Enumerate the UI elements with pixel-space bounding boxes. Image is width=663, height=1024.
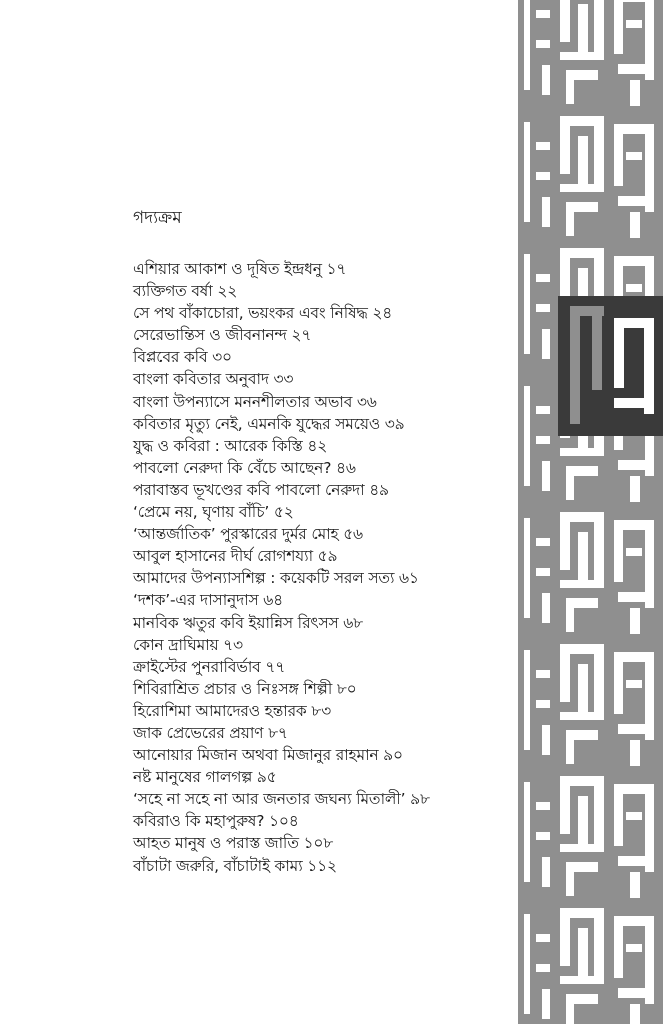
- band-stroke: [618, 988, 654, 998]
- band-stroke: [536, 832, 550, 840]
- band-stroke: [614, 0, 623, 54]
- list-item: ব্যক্তিগত বর্ষা ২২: [133, 282, 238, 301]
- band-stroke: [536, 802, 550, 810]
- band-stroke: [618, 856, 654, 866]
- band-stroke: [618, 592, 654, 602]
- band-stroke: [566, 862, 598, 872]
- band-stroke: [626, 812, 642, 820]
- table-of-contents: [133, 258, 503, 877]
- band-stroke: [524, 0, 530, 90]
- band-stroke: [630, 212, 640, 238]
- band-stroke: [626, 944, 642, 952]
- list-item: আনোয়ার মিজান অথবা মিজানুর রাহমান ৯০: [133, 746, 403, 765]
- list-item: ক্রাইস্টের পুনরাবির্ভাব ৭৭: [133, 657, 286, 676]
- band-stroke: [578, 928, 588, 984]
- list-item: কবিতার মৃত্যু নেই, এমনকি যুদ্ধের সময়েও ৩৯: [133, 414, 405, 433]
- band-stroke: [566, 872, 574, 896]
- band-stroke: [614, 916, 623, 978]
- band-stroke: [560, 844, 604, 852]
- band-stroke: [536, 964, 550, 972]
- list-item: আমাদের উপন্যাসশিল্প : কয়েকটি সরল সত্য ৬১: [133, 569, 419, 588]
- page-title: গদ্যক্রম: [133, 208, 182, 228]
- band-stroke: [524, 782, 530, 882]
- band-stroke: [566, 730, 598, 740]
- band-stroke: [614, 520, 623, 582]
- list-item: বাংলা উপন্যাসে মননশীলতার অভাব ৩৬: [133, 392, 377, 411]
- band-stroke: [614, 652, 623, 714]
- band-stroke: [536, 568, 550, 576]
- list-item: পাবলো নেরুদা কি বেঁচে আছেন? ৪৬: [133, 458, 356, 477]
- band-stroke: [630, 1004, 640, 1024]
- list-item: কবিরাও কি মহাপুরুষ? ১০৪: [133, 812, 299, 831]
- band-stroke: [594, 512, 604, 588]
- band-stroke: [536, 304, 550, 312]
- list-item: ‘দশক’-এর দাসানুদাস ৬৪: [133, 591, 284, 610]
- band-stroke: [566, 466, 598, 476]
- band-stroke: [536, 172, 550, 180]
- list-item: ‘আন্তর্জাতিক’ পুরস্কারের দুর্মর মোহ ৫৬: [133, 525, 363, 544]
- band-stroke: [594, 116, 604, 192]
- band-stroke: [542, 857, 550, 887]
- band-stroke: [578, 664, 588, 720]
- band-stroke: [524, 122, 530, 222]
- band-stroke: [566, 740, 574, 764]
- list-item: আবুল হাসানের দীর্ঘ রোগশয্যা ৫৯: [133, 547, 338, 566]
- band-stroke: [570, 306, 604, 316]
- band-stroke: [560, 644, 570, 702]
- band-pattern: [518, 0, 663, 1024]
- band-stroke: [578, 136, 588, 192]
- list-item: বাংলা কবিতার অনুবাদ ৩৩: [133, 370, 294, 389]
- band-stroke: [542, 593, 550, 623]
- decorative-side-band: [518, 0, 663, 1024]
- band-stroke: [536, 934, 550, 942]
- band-stroke: [566, 1004, 574, 1024]
- band-stroke: [542, 989, 550, 1019]
- list-item: সে পথ বাঁকাচোরা, ভয়ংকর এবং নিষিদ্ধ ২৪: [133, 304, 393, 323]
- list-item: মানবিক ঋতুর কবি ইয়ান্নিস রিৎসস ৬৮: [133, 613, 364, 632]
- band-stroke: [536, 40, 550, 48]
- list-item: যুদ্ধ ও কবিরা : আরেক কিস্তি ৪২: [133, 436, 328, 455]
- list-item: সেরেভান্তিস ও জীবনানন্দ ২৭: [133, 326, 312, 345]
- band-stroke: [614, 398, 654, 408]
- band-stroke: [536, 142, 550, 150]
- band-stroke: [566, 608, 574, 632]
- band-stroke: [566, 476, 574, 500]
- band-stroke: [566, 70, 598, 80]
- list-item: শিবিরাশ্রিত প্রচার ও নিঃসঙ্গ শিল্পী ৮০: [133, 679, 357, 698]
- band-stroke: [626, 680, 642, 688]
- band-stroke: [542, 725, 550, 755]
- band-stroke: [618, 64, 654, 74]
- band-stroke: [614, 124, 623, 186]
- list-item: বিপ্লবের কবি ৩০: [133, 348, 232, 367]
- band-stroke: [536, 538, 550, 546]
- band-stroke: [536, 274, 550, 282]
- band-stroke: [560, 52, 604, 60]
- band-stroke: [536, 436, 550, 444]
- band-stroke: [566, 598, 598, 608]
- band-stroke: [566, 994, 598, 1004]
- band-stroke: [542, 197, 550, 227]
- band-stroke: [592, 306, 602, 390]
- band-stroke: [566, 202, 598, 212]
- band-stroke: [524, 386, 530, 486]
- band-stroke: [566, 212, 574, 236]
- band-stroke: [578, 532, 588, 588]
- band-stroke: [560, 512, 570, 570]
- band-stroke: [630, 80, 640, 106]
- list-item: ‘প্রেমে নয়, ঘৃণায় বাঁচি’ ৫২: [133, 503, 294, 522]
- band-stroke: [560, 976, 604, 984]
- band-stroke: [560, 712, 604, 720]
- band-stroke: [630, 608, 640, 634]
- list-item: হিরোশিমা আমাদেরও হন্তারক ৮৩: [133, 701, 332, 720]
- band-stroke: [618, 196, 654, 206]
- band-stroke: [570, 306, 580, 424]
- list-item: পরাবাস্তব ভূখণ্ডের কবি পাবলো নেরুদা ৪৯: [133, 480, 389, 499]
- band-stroke: [560, 580, 604, 588]
- band-stroke: [618, 460, 654, 470]
- band-stroke: [578, 4, 588, 60]
- band-stroke: [594, 908, 604, 984]
- band-stroke: [536, 406, 550, 414]
- list-item: জাক প্রেভেরের প্রয়াণ ৮৭: [133, 723, 288, 742]
- band-stroke: [618, 724, 654, 734]
- band-stroke: [542, 65, 550, 95]
- band-stroke: [536, 10, 550, 18]
- band-stroke: [560, 776, 570, 834]
- band-stroke: [578, 796, 588, 852]
- list-item: নষ্ট মানুষের গালগল্প ৯৫: [133, 768, 277, 787]
- list-item: কোন দ্রাঘিমায় ৭৩: [133, 635, 243, 654]
- band-stroke: [542, 329, 550, 359]
- band-stroke: [560, 184, 604, 192]
- band-stroke: [626, 152, 642, 160]
- list-item: আহত মানুষ ও পরাস্ত জাতি ১০৮: [133, 834, 334, 853]
- band-stroke: [560, 448, 604, 456]
- band-stroke: [630, 740, 640, 766]
- band-stroke: [524, 254, 530, 354]
- band-stroke: [560, 0, 570, 42]
- band-stroke: [614, 784, 623, 846]
- band-stroke: [536, 670, 550, 678]
- band-stroke: [614, 318, 624, 388]
- band-stroke: [542, 461, 550, 491]
- band-stroke: [560, 908, 570, 966]
- band-stroke: [524, 914, 530, 1014]
- band-stroke: [536, 700, 550, 708]
- band-stroke: [626, 20, 642, 28]
- band-stroke: [630, 476, 640, 502]
- list-item: ‘সহে না সহে না আর জনতার জঘন্য মিতালী’ ৯৮: [133, 790, 430, 809]
- band-stroke: [626, 284, 642, 292]
- band-stroke: [566, 80, 574, 104]
- band-stroke: [594, 776, 604, 852]
- band-stroke: [594, 644, 604, 720]
- band-stroke: [626, 548, 642, 556]
- band-stroke: [524, 650, 530, 750]
- band-stroke: [560, 116, 570, 174]
- list-item: বাঁচাটা জরুরি, বাঁচাটাই কাম্য ১১২: [133, 856, 337, 875]
- band-stroke: [630, 872, 640, 898]
- band-stroke: [524, 518, 530, 618]
- band-stroke: [594, 0, 604, 60]
- list-item: এশিয়ার আকাশ ও দূষিত ইন্দ্রধনু ১৭: [133, 260, 347, 278]
